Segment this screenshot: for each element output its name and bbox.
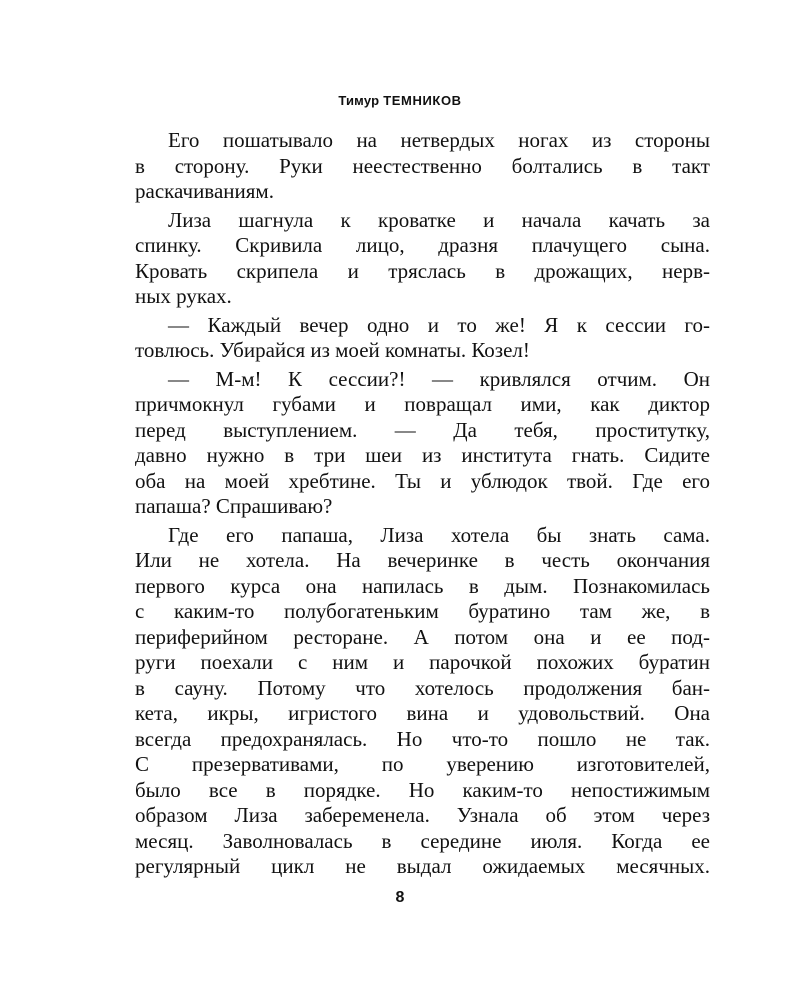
text-line: перед выступлением. — Да тебя, проститутку,	[135, 417, 710, 442]
paragraph	[135, 523, 710, 880]
text-line: Или не хотела. На вечеринке в честь окончания	[135, 548, 710, 572]
text-line: Лиза шагнула к кроватке и начала качать за	[168, 207, 710, 232]
body-text	[135, 128, 710, 883]
text-line: ных руках.	[135, 284, 232, 308]
text-line: всегда предохранялась. Но что-то пошло не так.	[135, 726, 710, 751]
text-line: в сауну. Потому что хотелось продолжения бан-	[135, 675, 710, 700]
text-line: Его пошатывало на нетвердых ногах из стороны	[168, 128, 710, 152]
running-head	[0, 93, 800, 108]
text-line: папаша? Спрашиваю?	[135, 494, 333, 518]
author-first-name: Тимур	[338, 93, 380, 108]
text-line: спинку. Скривила лицо, дразня плачущего сына.	[135, 233, 710, 257]
text-line: регулярный цикл не выдал ожидаемых месячных.	[135, 854, 710, 878]
paragraph	[135, 313, 710, 364]
text-line: Где его папаша, Лиза хотела бы знать сама.	[168, 522, 710, 547]
text-line: периферийном ресторане. А потом она и ее под-	[135, 624, 710, 649]
text-line: раскачиваниям.	[135, 179, 274, 203]
text-line: месяц. Заволновалась в середине июля. Когда ее	[135, 828, 710, 853]
paragraph	[135, 367, 710, 520]
paragraph	[135, 208, 710, 310]
text-line: С презервативами, по уверению изготовителей,	[135, 752, 710, 776]
text-line: Кровать скрипела и тряслась в дрожащих, нерв-	[135, 258, 710, 283]
paragraph	[135, 128, 710, 205]
text-line: оба на моей хребтине. Ты и ублюдок твой. Где его	[135, 468, 710, 493]
text-line: — Каждый вечер одно и то же! Я к сессии го-	[168, 312, 710, 337]
text-line: руги поехали с ним и парочкой похожих буратин	[135, 650, 710, 674]
text-line: первого курса она напилась в дым. Познакомилась	[135, 573, 710, 598]
page-number: 8	[395, 889, 405, 906]
text-line: в сторону. Руки неестественно болтались в такт	[135, 153, 710, 178]
text-line: давно нужно в три шеи из института гнать. Сидите	[135, 443, 710, 467]
text-line: — М-м! К сессии?! — кривлялся отчим. Он	[168, 366, 710, 391]
author-last-name: ТЕМНИКОВ	[383, 93, 462, 108]
text-line: причмокнул губами и повращал ими, как диктор	[135, 392, 710, 416]
text-line: кета, икры, игристого вина и удовольствий. Она	[135, 701, 710, 725]
text-line: образом Лиза забеременела. Узнала об этом через	[135, 803, 710, 827]
text-line: товлюсь. Убирайся из моей комнаты. Козел!	[135, 338, 530, 362]
text-line: было все в порядке. Но каким-то непостижимым	[135, 777, 710, 802]
text-line: с каким-то полубогатеньким буратино там же, в	[135, 599, 710, 623]
